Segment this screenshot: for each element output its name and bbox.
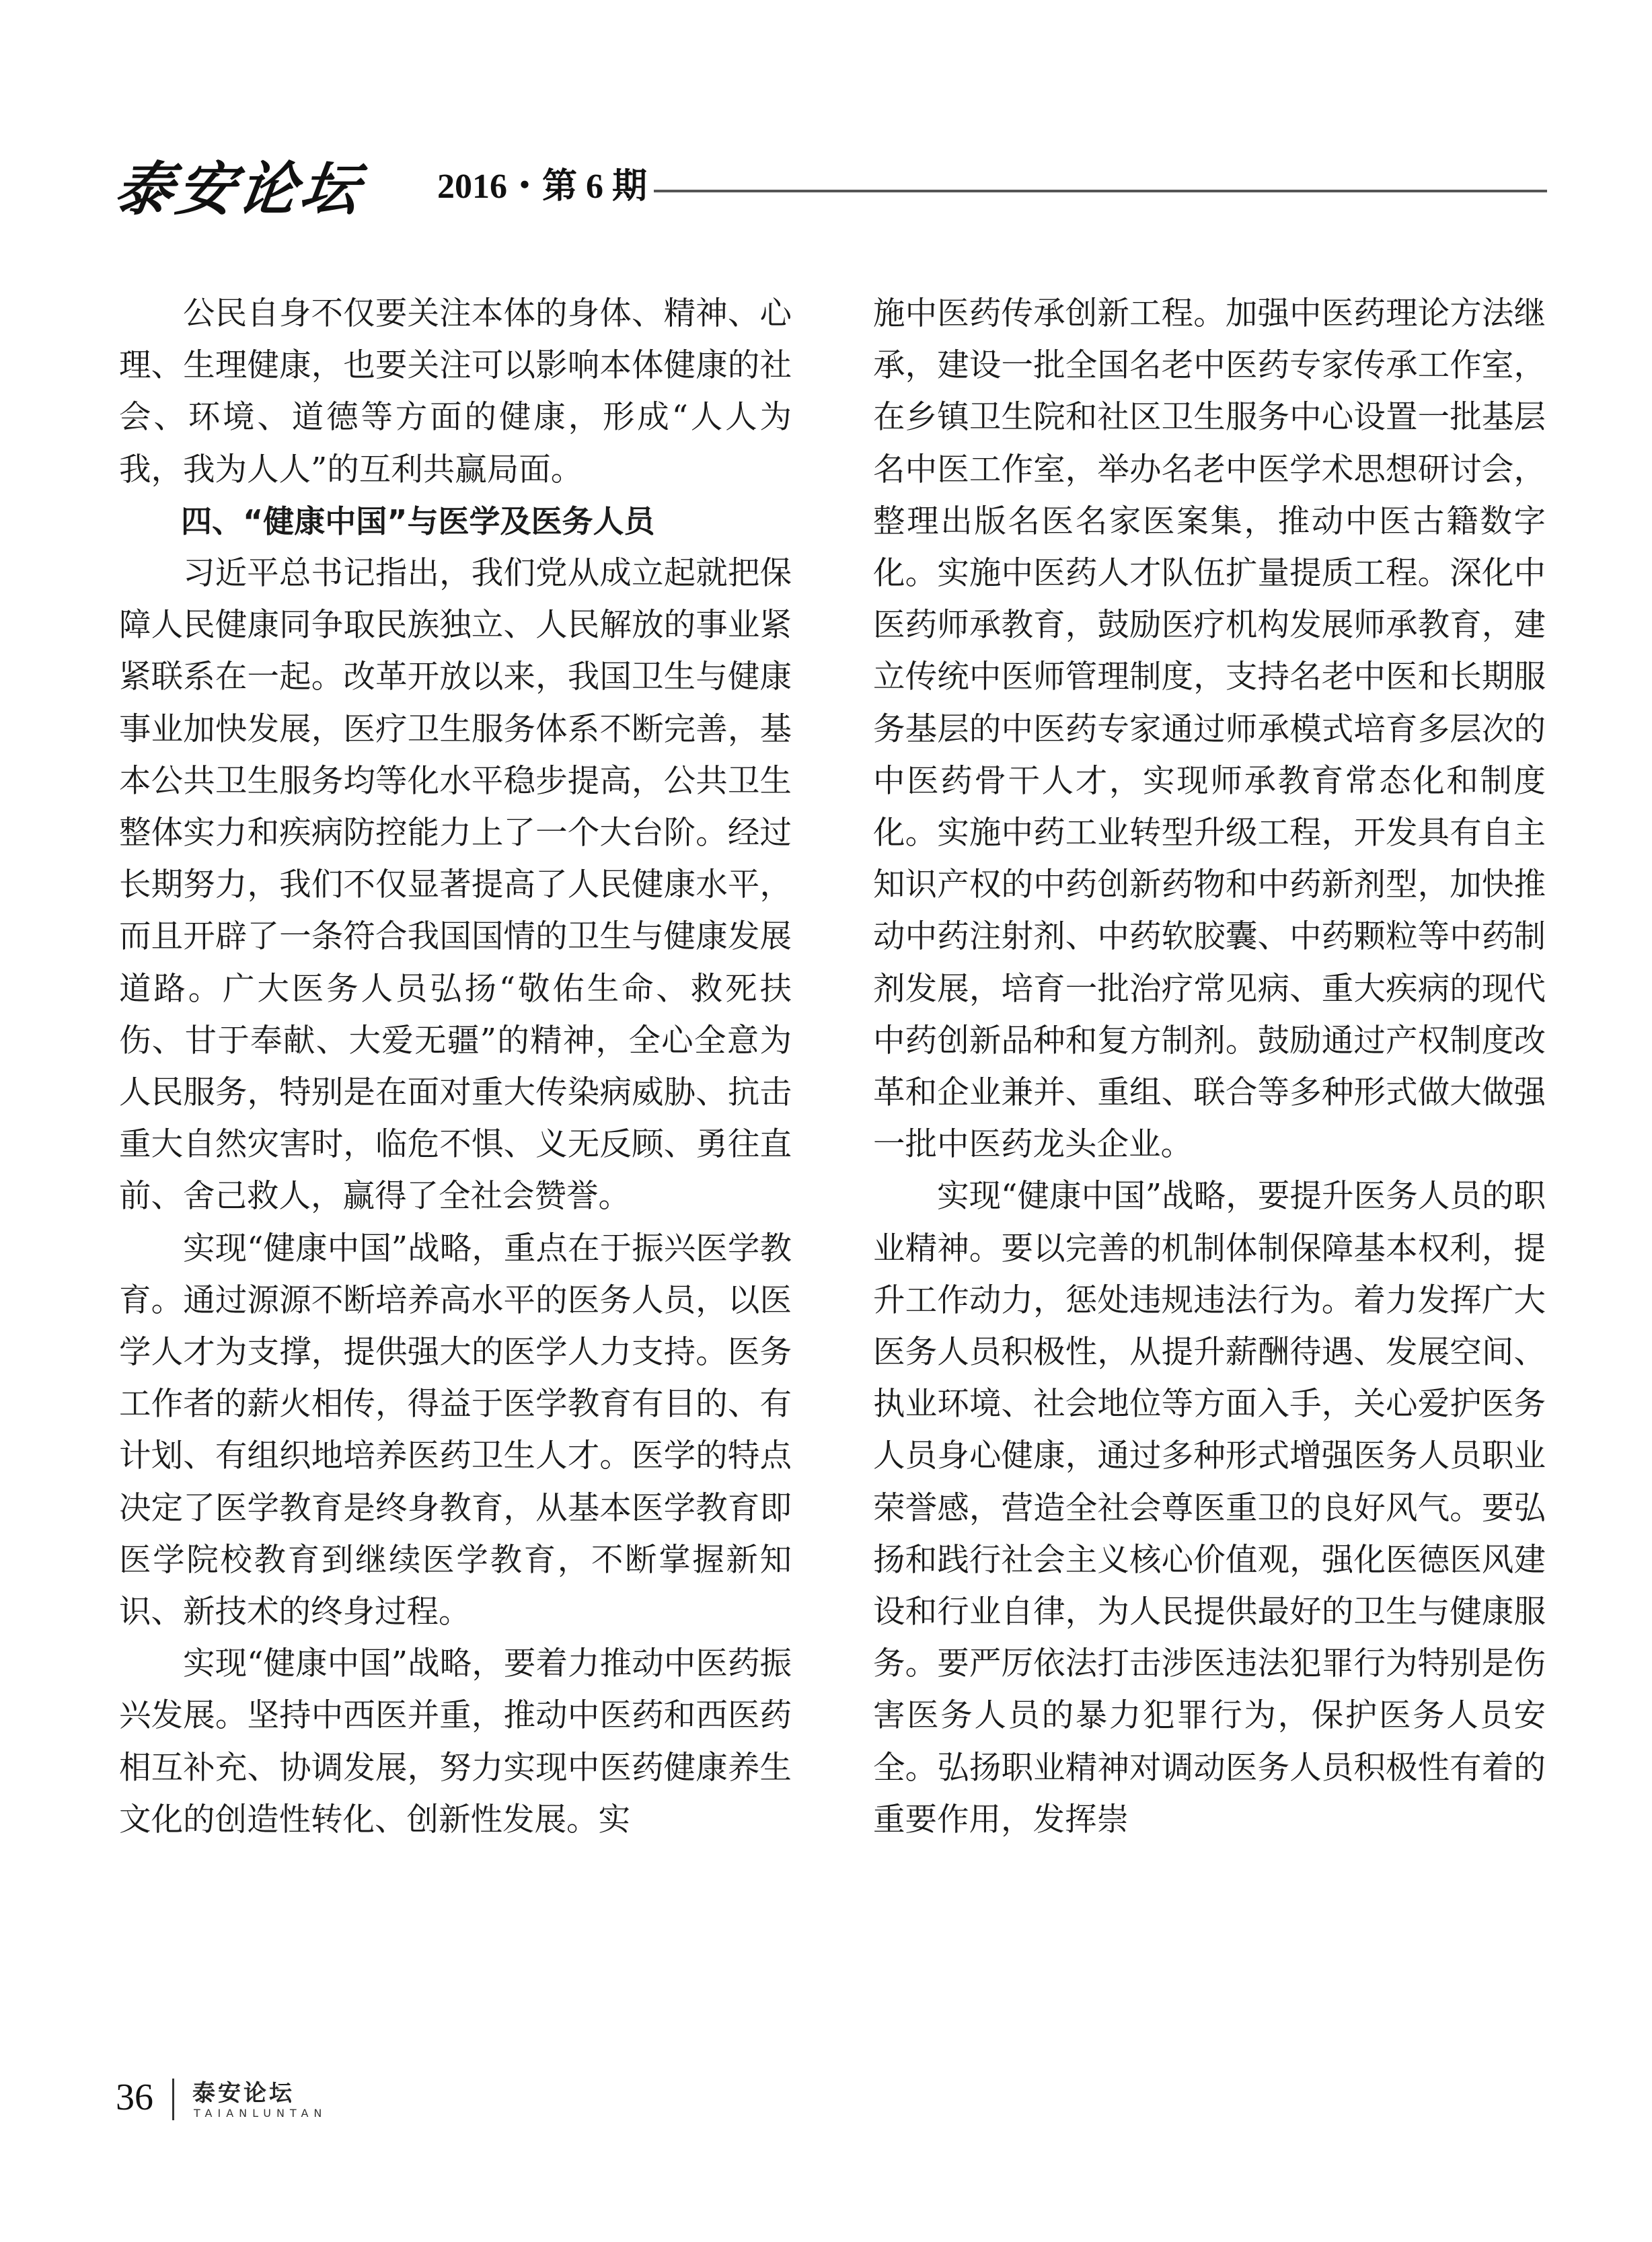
page-footer: [108, 2072, 511, 2132]
footer-journal-title: 泰安论坛: [192, 2080, 295, 2107]
page-number: 36: [116, 2077, 153, 2118]
footer-journal-pinyin: TAIANLUNTAN: [194, 2107, 328, 2120]
paragraph: 习近平总书记指出，我们党从成立起就把保障人民健康同争取民族独立、人民解放的事业紧紧联系在一起。改革开放以来，我国卫生与健康事业加快发展，医疗卫生服务体系不断完善，基本公共卫生服务均等化水平稳步提高，公共卫生整体实力和疾病防控能力上了一个大台阶。经过长期努力，我们不仅显著提高了人民健康水平，而且开辟了一条符合我国国情的卫生与健康发展道路。广大医务人员弘扬“敬佑生命、救死扶伤、甘于奉献、大爱无疆”的精神，全心全意为人民服务，特别是在面对重大传染病威胁、抗击重大自然灾害时，临危不惧、义无反顾、勇往直前、舍己救人，赢得了全社会赞誉。: [119, 555, 792, 1216]
left-column: [119, 288, 792, 1846]
paragraph: 实现“健康中国”战略，重点在于振兴医学教育。通过源源不断培养高水平的医务人员，以医学人才为支撑，提供强大的医学人力支持。医务工作者的薪火相传，得益于医学教育有目的、有计划、有组织地培养医药卫生人才。医学的特点决定了医学教育是终身教育，从基本医学教育即医学院校教育到继续医学教育，不断掌握新知识、新技术的终身过程。: [119, 1230, 792, 1631]
paragraph: 实现“健康中国”战略，要着力推动中医药振兴发展。坚持中西医并重，推动中医药和西医药相互补充、协调发展，努力实现中医药健康养生文化的创造性转化、创新性发展。实: [119, 1645, 792, 1838]
footer-divider: [172, 2079, 174, 2120]
header-rule: [654, 190, 1547, 192]
paragraph: 实现“健康中国”战略，要提升医务人员的职业精神。要以完善的机制体制保障基本权利，提升工作动力，惩处违规违法行为。着力发挥广大医务人员积极性，从提升薪酬待遇、发展空间、执业环境、社会地位等方面入手，关心爱护医务人员身心健康，通过多种形式增强医务人员职业荣誉感，营造全社会尊医重卫的良好风气。要弘扬和践行社会主义核心价值观，强化医德医风建设和行业自律，为人民提供最好的卫生与健康服务。要严厉依法打击涉医违法犯罪行为特别是伤害医务人员的暴力犯罪行为，保护医务人员安全。弘扬职业精神对调动医务人员积极性有着的重要作用，发挥崇: [873, 1178, 1546, 1838]
paragraph: 公民自身不仅要关注本体的身体、精神、心理、生理健康，也要关注可以影响本体健康的社会、环境、道德等方面的健康，形成“人人为我，我为人人”的互利共赢局面。: [119, 295, 792, 488]
journal-title: 泰安论坛: [110, 155, 368, 223]
page-header: [108, 143, 1547, 223]
right-column: [873, 288, 1546, 1846]
paragraph: 施中医药传承创新工程。加强中医药理论方法继承，建设一批全国名老中医药专家传承工作室，在乡镇卫生院和社区卫生服务中心设置一批基层名中医工作室，举办名老中医学术思想研讨会，整理出版名医名家医案集，推动中医古籍数字化。实施中医药人才队伍扩量提质工程。深化中医药师承教育，鼓励医疗机构发展师承教育，建立传统中医师管理制度，支持名老中医和长期服务基层的中医药专家通过师承模式培育多层次的中医药骨干人才，实现师承教育常态化和制度化。实施中药工业转型升级工程，开发具有自主知识产权的中药创新药物和中药新剂型，加快推动中药注射剂、中药软胶囊、中药颗粒等中药制剂发展，培育一批治疗常见病、重大疾病的现代中药创新品种和复方制剂。鼓励通过产权制度改革和企业兼并、重组、联合等多种形式做大做强一批中医药龙头企业。: [873, 295, 1546, 1164]
section-heading: 四、“健康中国”与医学及医务人员: [181, 502, 655, 539]
issue-info: 2016・第 6 期: [437, 167, 648, 206]
